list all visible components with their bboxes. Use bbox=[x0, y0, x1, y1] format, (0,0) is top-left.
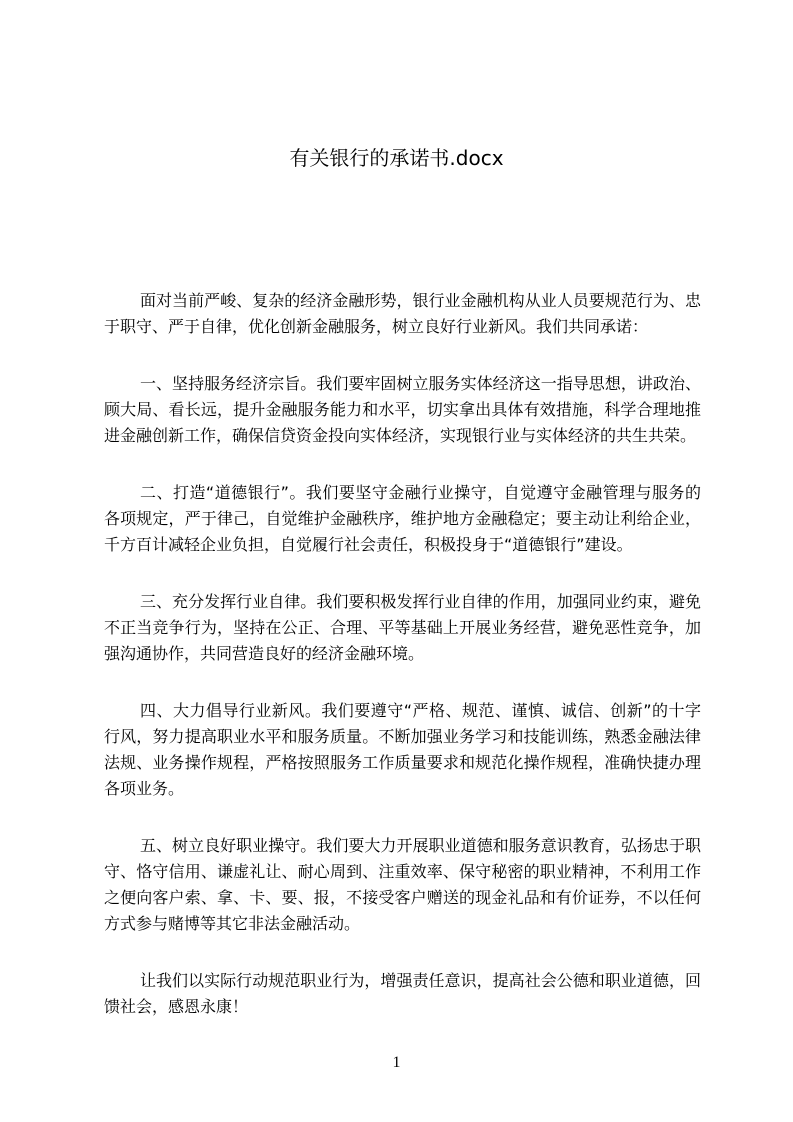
paragraph bbox=[104, 288, 701, 340]
paragraph-line: 二、打造“道德银行”。我们要坚守金融行业操守，自觉遵守金融管理与服务的 bbox=[140, 483, 701, 502]
paragraph-line: 进金融创新工作，确保信贷资金投向实体经济，实现银行业与实体经济的共生共荣。 bbox=[104, 426, 697, 445]
paragraph-line: 强沟通协作，共同营造良好的经济金融环境。 bbox=[104, 644, 425, 663]
paragraph-line: 馈社会，感恩永康！ bbox=[104, 997, 249, 1016]
paragraph-line: 法规、业务操作规程，严格按照服务工作质量要求和规范化操作规程，准确快捷办理 bbox=[104, 753, 701, 772]
paragraph-line: 各项规定，严于律己，自觉维护金融秩序，维护地方金融稳定；要主动让利给企业， bbox=[104, 509, 701, 528]
paragraph-line: 四、大力倡导行业新风。我们要遵守“严格、规范、谨慎、诚信、创新”的十字 bbox=[140, 701, 701, 720]
paragraph-line: 让我们以实际行动规范职业行为，增强责任意识，提高社会公德和职业道德，回 bbox=[140, 971, 701, 990]
paragraph-line: 千方百计减轻企业负担，自觉履行社会责任，积极投身于“道德银行”建设。 bbox=[104, 535, 633, 554]
paragraph-line: 之便向客户索、拿、卡、要、报，不接受客户赠送的现金礼品和有价证券，不以任何 bbox=[104, 888, 701, 907]
paragraph-line: 一、坚持服务经济宗旨。我们要牢固树立服务实体经济这一指导思想，讲政治、 bbox=[140, 374, 701, 393]
paragraph bbox=[104, 371, 701, 449]
paragraph bbox=[104, 968, 701, 1020]
document-body bbox=[104, 288, 701, 1051]
paragraph bbox=[104, 589, 701, 667]
paragraph-line: 面对当前严峻、复杂的经济金融形势，银行业金融机构从业人员要规范行为、忠 bbox=[140, 291, 701, 310]
paragraph-line: 不正当竞争行为，坚持在公正、合理、平等基础上开展业务经营，避免恶性竞争，加 bbox=[104, 618, 701, 637]
paragraph bbox=[104, 480, 701, 558]
paragraph-line: 三、充分发挥行业自律。我们要积极发挥行业自律的作用，加强同业约束，避免 bbox=[140, 592, 701, 611]
paragraph-line: 各项业务。 bbox=[104, 779, 185, 798]
page-number: 1 bbox=[392, 1054, 401, 1071]
paragraph-line: 于职守、严于自律，优化创新金融服务，树立良好行业新风。我们共同承诺： bbox=[104, 317, 649, 336]
paragraph-line: 行风，努力提高职业水平和服务质量。不断加强业务学习和技能训练，熟悉金融法律 bbox=[104, 727, 701, 746]
paragraph-line: 五、树立良好职业操守。我们要大力开展职业道德和服务意识教育，弘扬忠于职 bbox=[140, 836, 701, 855]
paragraph bbox=[104, 698, 701, 802]
paragraph-line: 方式参与赌博等其它非法金融活动。 bbox=[104, 914, 361, 933]
paragraph bbox=[104, 833, 701, 937]
paragraph-line: 顾大局、看长远，提升金融服务能力和水平，切实拿出具体有效措施，科学合理地推 bbox=[104, 400, 701, 419]
document-title: 有关银行的承诺书.docx bbox=[289, 146, 504, 170]
paragraph-line: 守、恪守信用、谦虚礼让、耐心周到、注重效率、保守秘密的职业精神，不利用工作 bbox=[104, 862, 701, 881]
